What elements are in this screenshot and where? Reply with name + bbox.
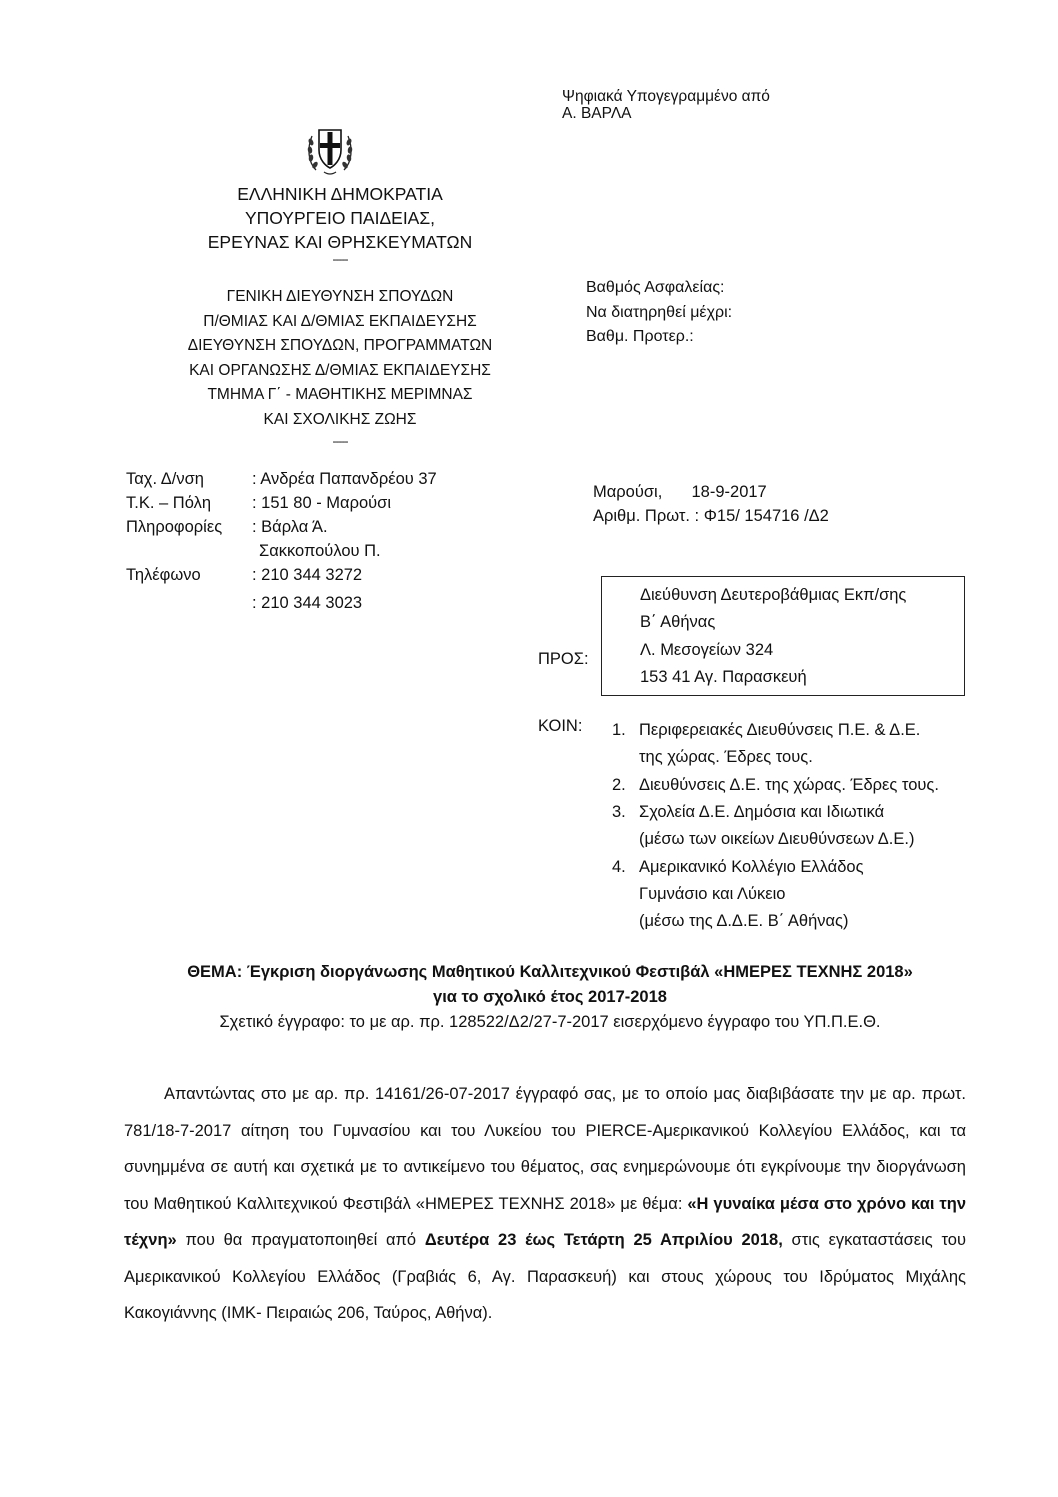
header-line-2: ΥΠΟΥΡΓΕΙΟ ΠΑΙΔΕΙΑΣ, xyxy=(244,208,436,228)
recipient-line: Λ. Μεσογείων 324 xyxy=(640,641,774,659)
header-line-3: ΕΡΕΥΝΑΣ ΚΑΙ ΘΡΗΣΚΕΥΜΑΤΩΝ xyxy=(207,232,473,252)
contact-details xyxy=(126,470,466,620)
header-line-1: ΕΛΛΗΝΙΚΗ ΔΗΜΟΚΡΑΤΙΑ xyxy=(237,184,443,204)
digital-signature xyxy=(562,88,770,122)
body-text: στις εγκαταστάσεις του Αμερικανικού Κολλεγίου Ελλάδος (Γραβιάς 6, Αγ. Παρασκευή) και στους χώρους του Ιδρύματος Μιχάλης Κακογιάννης (ΙΜΚ- Πειραιώς 206, Ταύρος, Αθήνα). xyxy=(124,1231,966,1322)
subject-school-year: για το σχολικό έτος 2017-2018 xyxy=(433,988,667,1006)
phone-label: Τηλέφωνο xyxy=(126,566,201,584)
date: 18-9-2017 xyxy=(691,483,767,501)
body-bold-theme: «Η γυναίκα μέσα στο χρόνο και την τέχνη» xyxy=(124,1194,967,1249)
info-value-2: Σακκοπούλου Π. xyxy=(259,542,381,560)
address-value: : Ανδρέα Παπανδρέου 37 xyxy=(252,470,437,488)
place-date-block xyxy=(593,480,829,528)
place: Μαρούσι, xyxy=(593,483,663,501)
koin-item-number: 3. xyxy=(612,803,626,821)
koin-item-text: Αμερικανικό Κολλέγιο Ελλάδος xyxy=(639,858,864,876)
protocol-label: Αριθμ. Πρωτ. : xyxy=(593,507,700,525)
subject-title: ΘΕΜΑ: Έγκριση διοργάνωσης Μαθητικού Καλλιτεχνικού Φεστιβάλ «ΗΜΕΡΕΣ ΤΕΧΝΗΣ 2018» xyxy=(187,963,913,981)
protocol-number: Φ15/ 154716 /Δ2 xyxy=(703,507,829,525)
koin-item-number: 2. xyxy=(612,776,626,794)
dept-line: ΚΑΙ ΟΡΓΑΝΩΣΗΣ Δ/ΘΜΙΑΣ ΕΚΠΑΙΔΕΥΣΗΣ xyxy=(189,361,491,379)
info-value-1: : Βάρλα Ά. xyxy=(252,518,328,536)
priority-level: Βαθμ. Προτερ.: xyxy=(586,328,694,345)
dept-separator: ----- xyxy=(332,434,348,448)
security-level: Βαθμός Ασφαλείας: xyxy=(586,279,725,296)
signature-line-1: Ψηφιακά Υπογεγραμμένο από xyxy=(562,88,770,105)
dept-line: Π/ΘΜΙΑΣ ΚΑΙ Δ/ΘΜΙΑΣ ΕΚΠΑΙΔΕΥΣΗΣ xyxy=(203,312,477,330)
related-document: Σχετικό έγγραφο: το με αρ. πρ. 128522/Δ2/27-7-2017 εισερχόμενο έγγραφο του ΥΠ.Π.Ε.Θ. xyxy=(219,1013,881,1031)
city-value: : 151 80 - Μαρούσι xyxy=(252,494,392,512)
security-info xyxy=(586,276,732,350)
koin-list xyxy=(612,717,972,932)
koin-item-text: Σχολεία Δ.Ε. Δημόσια και Ιδιωτικά xyxy=(639,803,885,821)
koin-item-text: (μέσω των οικείων Διευθύνσεων Δ.Ε.) xyxy=(639,830,915,848)
header-separator: ----- xyxy=(332,252,348,266)
dept-line: ΚΑΙ ΣΧΟΛΙΚΗΣ ΖΩΗΣ xyxy=(263,410,417,428)
koin-item-text: Περιφερειακές Διευθύνσεις Π.Ε. & Δ.Ε. xyxy=(639,721,921,739)
koin-label: ΚΟΙΝ: xyxy=(538,717,583,735)
info-label: Πληροφορίες xyxy=(126,518,223,536)
dept-line: ΤΜΗΜΑ Γ΄ - ΜΑΘΗΤΙΚΗΣ ΜΕΡΙΜΝΑΣ xyxy=(207,386,473,403)
recipient-line: Διεύθυνση Δευτεροβάθμιας Εκπ/σης xyxy=(640,586,907,604)
body-paragraph xyxy=(124,1076,966,1332)
greek-coat-of-arms-icon xyxy=(304,120,356,178)
subject-block xyxy=(100,960,1000,1035)
recipient-box xyxy=(601,576,965,696)
body-text: Απαντώντας στο με αρ. πρ. 14161/26-07-2017 έγγραφό σας, με το οποίο μας διαβιβάσατε την με αρ. πρωτ. 781/18-7-2017 αίτηση του Γυμνασίου και του Λυκείου του PIERCE-Αμερικανικού Κολλεγίου Ελλάδος, και τα συνημμένα σε αυτή και σχετικά με το αντικείμενο του θέματος, σας ενημερώνουμε ότι εγκρίνουμε την διοργάνωση του Μαθητικού Καλλιτεχνικού Φεστιβάλ «ΗΜΕΡΕΣ ΤΕΧΝΗΣ 2018» με θέμα: xyxy=(124,1085,966,1213)
phone-value-1: : 210 344 3272 xyxy=(252,566,363,584)
address-label: Ταχ. Δ/νση xyxy=(126,470,204,488)
ministry-header xyxy=(175,182,505,264)
recipient-line: Β΄ Αθήνας xyxy=(640,613,716,631)
koin-item-text: της χώρας. Έδρες τους. xyxy=(639,748,813,766)
koin-item-text: Γυμνάσιο και Λύκειο xyxy=(639,885,786,903)
body-bold-dates: Δευτέρα 23 έως Τετάρτη 25 Απριλίου 2018, xyxy=(424,1231,783,1249)
department-block xyxy=(170,285,510,446)
phone-value-2: : 210 344 3023 xyxy=(252,594,363,612)
retention-until: Να διατηρηθεί μέχρι: xyxy=(586,303,733,321)
recipient-label: ΠΡΟΣ: xyxy=(538,650,589,668)
koin-item-text: Διευθύνσεις Δ.Ε. της χώρας. Έδρες τους. xyxy=(639,776,939,794)
dept-line: ΔΙΕΥΘΥΝΣΗ ΣΠΟΥΔΩΝ, ΠΡΟΓΡΑΜΜΑΤΩΝ xyxy=(187,337,493,354)
koin-item-number: 4. xyxy=(612,858,626,876)
koin-item-number: 1. xyxy=(612,721,626,739)
dept-line: ΓΕΝΙΚΗ ΔΙΕΥΘΥΝΣΗ ΣΠΟΥΔΩΝ xyxy=(226,288,454,305)
city-label: Τ.Κ. – Πόλη xyxy=(126,494,211,512)
body-text: που θα πραγματοποιηθεί από xyxy=(176,1231,425,1249)
letter-body xyxy=(124,1076,966,1332)
recipient-line: 153 41 Αγ. Παρασκευή xyxy=(640,668,807,686)
koin-item-text: (μέσω της Δ.Δ.Ε. Β΄ Αθήνας) xyxy=(639,912,849,930)
signature-line-2: Α. ΒΑΡΛΑ xyxy=(562,105,632,122)
